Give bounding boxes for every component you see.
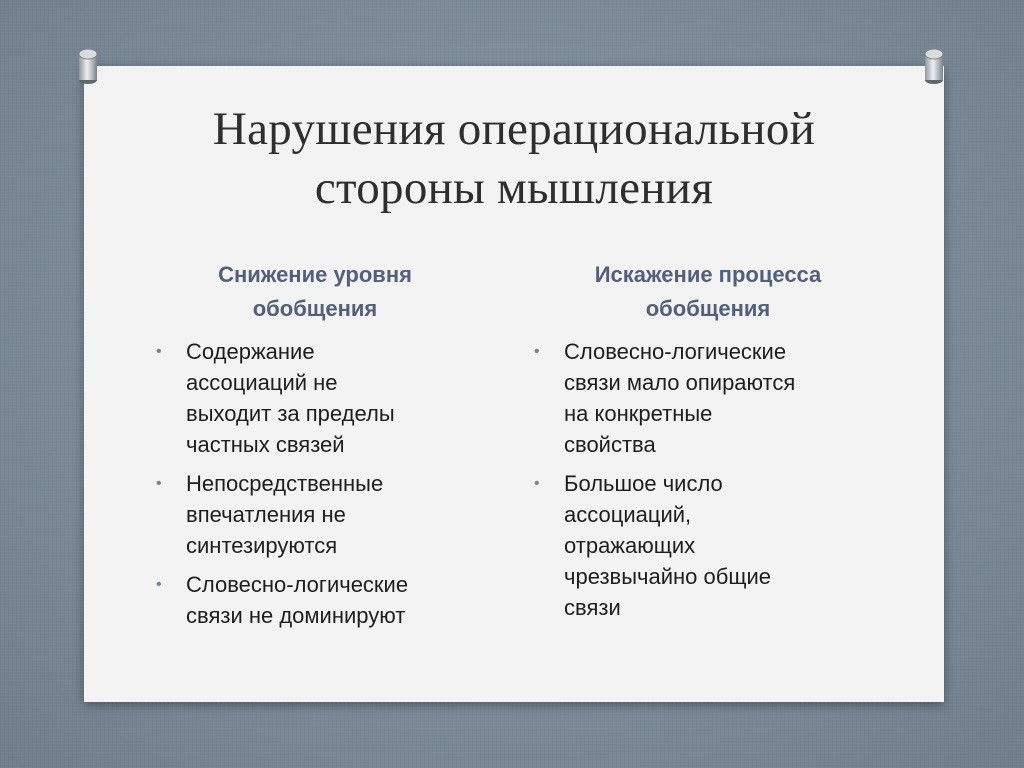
bullet-text: связи не доминируют bbox=[186, 603, 406, 628]
column-left bbox=[150, 258, 490, 639]
bullet-icon: • bbox=[156, 343, 162, 360]
bullet-text: Словесно-логические bbox=[186, 572, 409, 597]
bullet-text: впечатления не bbox=[186, 502, 346, 527]
slide-title bbox=[84, 100, 944, 218]
bullet-text: ассоциаций, bbox=[564, 502, 692, 527]
column-heading bbox=[150, 258, 480, 326]
column-right bbox=[528, 258, 868, 631]
bullet-icon: • bbox=[534, 343, 540, 360]
bullet-text: выходит за пределы bbox=[186, 401, 395, 426]
bullet-item bbox=[150, 569, 490, 631]
bullet-list bbox=[528, 336, 868, 623]
bullet-text: Содержание bbox=[186, 339, 315, 364]
bullet-list bbox=[150, 336, 490, 631]
bullet-text: на конкретные bbox=[564, 401, 713, 426]
bullet-text: Словесно-логические bbox=[564, 339, 787, 364]
bullet-text: Непосредственные bbox=[186, 471, 384, 496]
bullet-text: синтезируются bbox=[186, 533, 338, 558]
bullet-item bbox=[150, 468, 490, 561]
bullet-text: Большое число bbox=[564, 471, 723, 496]
bullet-text: связи мало опираются bbox=[564, 370, 796, 395]
bullet-item bbox=[528, 336, 868, 460]
column-heading-line: Снижение уровня bbox=[218, 262, 412, 287]
column-heading-line: обобщения bbox=[252, 296, 378, 321]
slide-title-line: стороны мышления bbox=[314, 162, 714, 214]
bullet-icon: • bbox=[156, 475, 162, 492]
bullet-icon: • bbox=[534, 475, 540, 492]
column-heading bbox=[523, 258, 893, 326]
column-heading-line: Искажение процесса bbox=[594, 262, 822, 287]
bullet-text: связи bbox=[564, 595, 621, 620]
bullet-text: отражающих bbox=[564, 533, 696, 558]
bullet-icon: • bbox=[156, 576, 162, 593]
bullet-item bbox=[528, 468, 868, 623]
pushpin-icon bbox=[918, 42, 950, 86]
bullet-item bbox=[150, 336, 490, 460]
bullet-text: частных связей bbox=[186, 432, 345, 457]
slide-title-line: Нарушения операциональной bbox=[212, 103, 816, 155]
pushpin-icon bbox=[72, 42, 104, 86]
bullet-text: чрезвычайно общие bbox=[564, 564, 771, 589]
bullet-text: свойства bbox=[564, 432, 656, 457]
column-heading-line: обобщения bbox=[645, 296, 771, 321]
bullet-text: ассоциаций не bbox=[186, 370, 338, 395]
